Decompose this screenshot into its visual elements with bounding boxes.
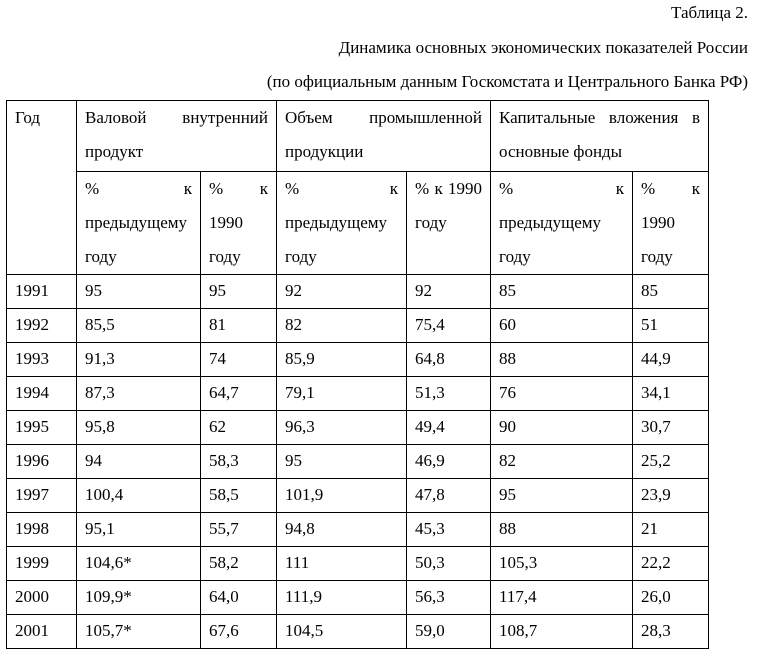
cell-gdp-prev: 85,5	[77, 309, 201, 343]
cell-year: 2001	[7, 615, 77, 649]
cell-investment-prev: 105,3	[491, 547, 633, 581]
cell-year: 1998	[7, 513, 77, 547]
cell-industry-prev: 95	[277, 445, 407, 479]
cell-industry-prev: 79,1	[277, 377, 407, 411]
cell-industry-1990: 64,8	[407, 343, 491, 377]
cell-gdp-1990: 62	[201, 411, 277, 445]
cell-investment-1990: 23,9	[633, 479, 709, 513]
cell-industry-1990: 56,3	[407, 581, 491, 615]
table-row	[7, 275, 709, 309]
cell-industry-prev: 82	[277, 309, 407, 343]
cell-investment-prev: 82	[491, 445, 633, 479]
cell-gdp-prev: 104,6*	[77, 547, 201, 581]
table-row	[7, 513, 709, 547]
cell-gdp-1990: 55,7	[201, 513, 277, 547]
header-row-sub	[7, 172, 709, 275]
cell-investment-1990: 44,9	[633, 343, 709, 377]
cell-gdp-prev: 105,7*	[77, 615, 201, 649]
cell-investment-prev: 60	[491, 309, 633, 343]
header-gdp-1990: % к 1990 году	[201, 172, 277, 275]
cell-investment-1990: 85	[633, 275, 709, 309]
cell-investment-prev: 88	[491, 343, 633, 377]
cell-year: 1997	[7, 479, 77, 513]
cell-industry-prev: 94,8	[277, 513, 407, 547]
cell-industry-1990: 75,4	[407, 309, 491, 343]
cell-industry-prev: 111,9	[277, 581, 407, 615]
header-investment-1990: % к 1990 году	[633, 172, 709, 275]
cell-industry-1990: 51,3	[407, 377, 491, 411]
header-row-main	[7, 101, 709, 172]
header-investment: Капитальные вложения в основные фонды	[491, 101, 709, 172]
table-row	[7, 343, 709, 377]
cell-year: 1994	[7, 377, 77, 411]
cell-investment-1990: 21	[633, 513, 709, 547]
header-year: Год	[7, 101, 77, 275]
cell-gdp-1990: 58,2	[201, 547, 277, 581]
cell-investment-1990: 26,0	[633, 581, 709, 615]
cell-gdp-1990: 74	[201, 343, 277, 377]
cell-year: 2000	[7, 581, 77, 615]
cell-industry-1990: 50,3	[407, 547, 491, 581]
table-row	[7, 309, 709, 343]
cell-investment-1990: 28,3	[633, 615, 709, 649]
header-industry: Объем промышленной продукции	[277, 101, 491, 172]
header-investment-prev: % к предыдущему году	[491, 172, 633, 275]
cell-gdp-prev: 95	[77, 275, 201, 309]
cell-gdp-prev: 95,1	[77, 513, 201, 547]
cell-industry-prev: 96,3	[277, 411, 407, 445]
cell-industry-prev: 104,5	[277, 615, 407, 649]
cell-year: 1991	[7, 275, 77, 309]
cell-investment-prev: 95	[491, 479, 633, 513]
cell-industry-1990: 47,8	[407, 479, 491, 513]
header-industry-1990: % к 1990 году	[407, 172, 491, 275]
cell-investment-1990: 30,7	[633, 411, 709, 445]
cell-investment-prev: 117,4	[491, 581, 633, 615]
cell-gdp-prev: 94	[77, 445, 201, 479]
cell-investment-prev: 85	[491, 275, 633, 309]
table-row	[7, 445, 709, 479]
cell-gdp-1990: 58,5	[201, 479, 277, 513]
table-number: Таблица 2.	[671, 3, 748, 22]
cell-industry-1990: 46,9	[407, 445, 491, 479]
cell-gdp-prev: 87,3	[77, 377, 201, 411]
cell-year: 1996	[7, 445, 77, 479]
table-row	[7, 377, 709, 411]
cell-gdp-prev: 95,8	[77, 411, 201, 445]
cell-investment-prev: 88	[491, 513, 633, 547]
cell-gdp-prev: 91,3	[77, 343, 201, 377]
table-row	[7, 411, 709, 445]
cell-year: 1992	[7, 309, 77, 343]
header-gdp: Валовой внутренний продукт	[77, 101, 277, 172]
table-title: Динамика основных экономических показателей России	[338, 38, 748, 57]
cell-investment-1990: 51	[633, 309, 709, 343]
cell-industry-prev: 92	[277, 275, 407, 309]
cell-year: 1993	[7, 343, 77, 377]
cell-year: 1999	[7, 547, 77, 581]
cell-gdp-1990: 64,7	[201, 377, 277, 411]
cell-gdp-1990: 58,3	[201, 445, 277, 479]
cell-gdp-1990: 67,6	[201, 615, 277, 649]
table-subtitle: (по официальным данным Госкомстата и Центрального Банка РФ)	[266, 72, 748, 91]
cell-investment-prev: 108,7	[491, 615, 633, 649]
cell-investment-1990: 25,2	[633, 445, 709, 479]
cell-gdp-prev: 100,4	[77, 479, 201, 513]
header-industry-prev: % к предыдущему году	[277, 172, 407, 275]
cell-investment-1990: 34,1	[633, 377, 709, 411]
table-row	[7, 615, 709, 649]
cell-year: 1995	[7, 411, 77, 445]
cell-investment-1990: 22,2	[633, 547, 709, 581]
cell-industry-1990: 49,4	[407, 411, 491, 445]
cell-industry-1990: 92	[407, 275, 491, 309]
cell-industry-prev: 85,9	[277, 343, 407, 377]
cell-industry-prev: 101,9	[277, 479, 407, 513]
table-row	[7, 479, 709, 513]
header-gdp-prev: % к предыдущему году	[77, 172, 201, 275]
cell-gdp-1990: 81	[201, 309, 277, 343]
cell-investment-prev: 76	[491, 377, 633, 411]
table-row	[7, 547, 709, 581]
cell-investment-prev: 90	[491, 411, 633, 445]
cell-industry-1990: 59,0	[407, 615, 491, 649]
cell-gdp-prev: 109,9*	[77, 581, 201, 615]
cell-industry-prev: 111	[277, 547, 407, 581]
table-row	[7, 581, 709, 615]
cell-industry-1990: 45,3	[407, 513, 491, 547]
economic-indicators-table	[6, 100, 709, 649]
cell-gdp-1990: 64,0	[201, 581, 277, 615]
cell-gdp-1990: 95	[201, 275, 277, 309]
